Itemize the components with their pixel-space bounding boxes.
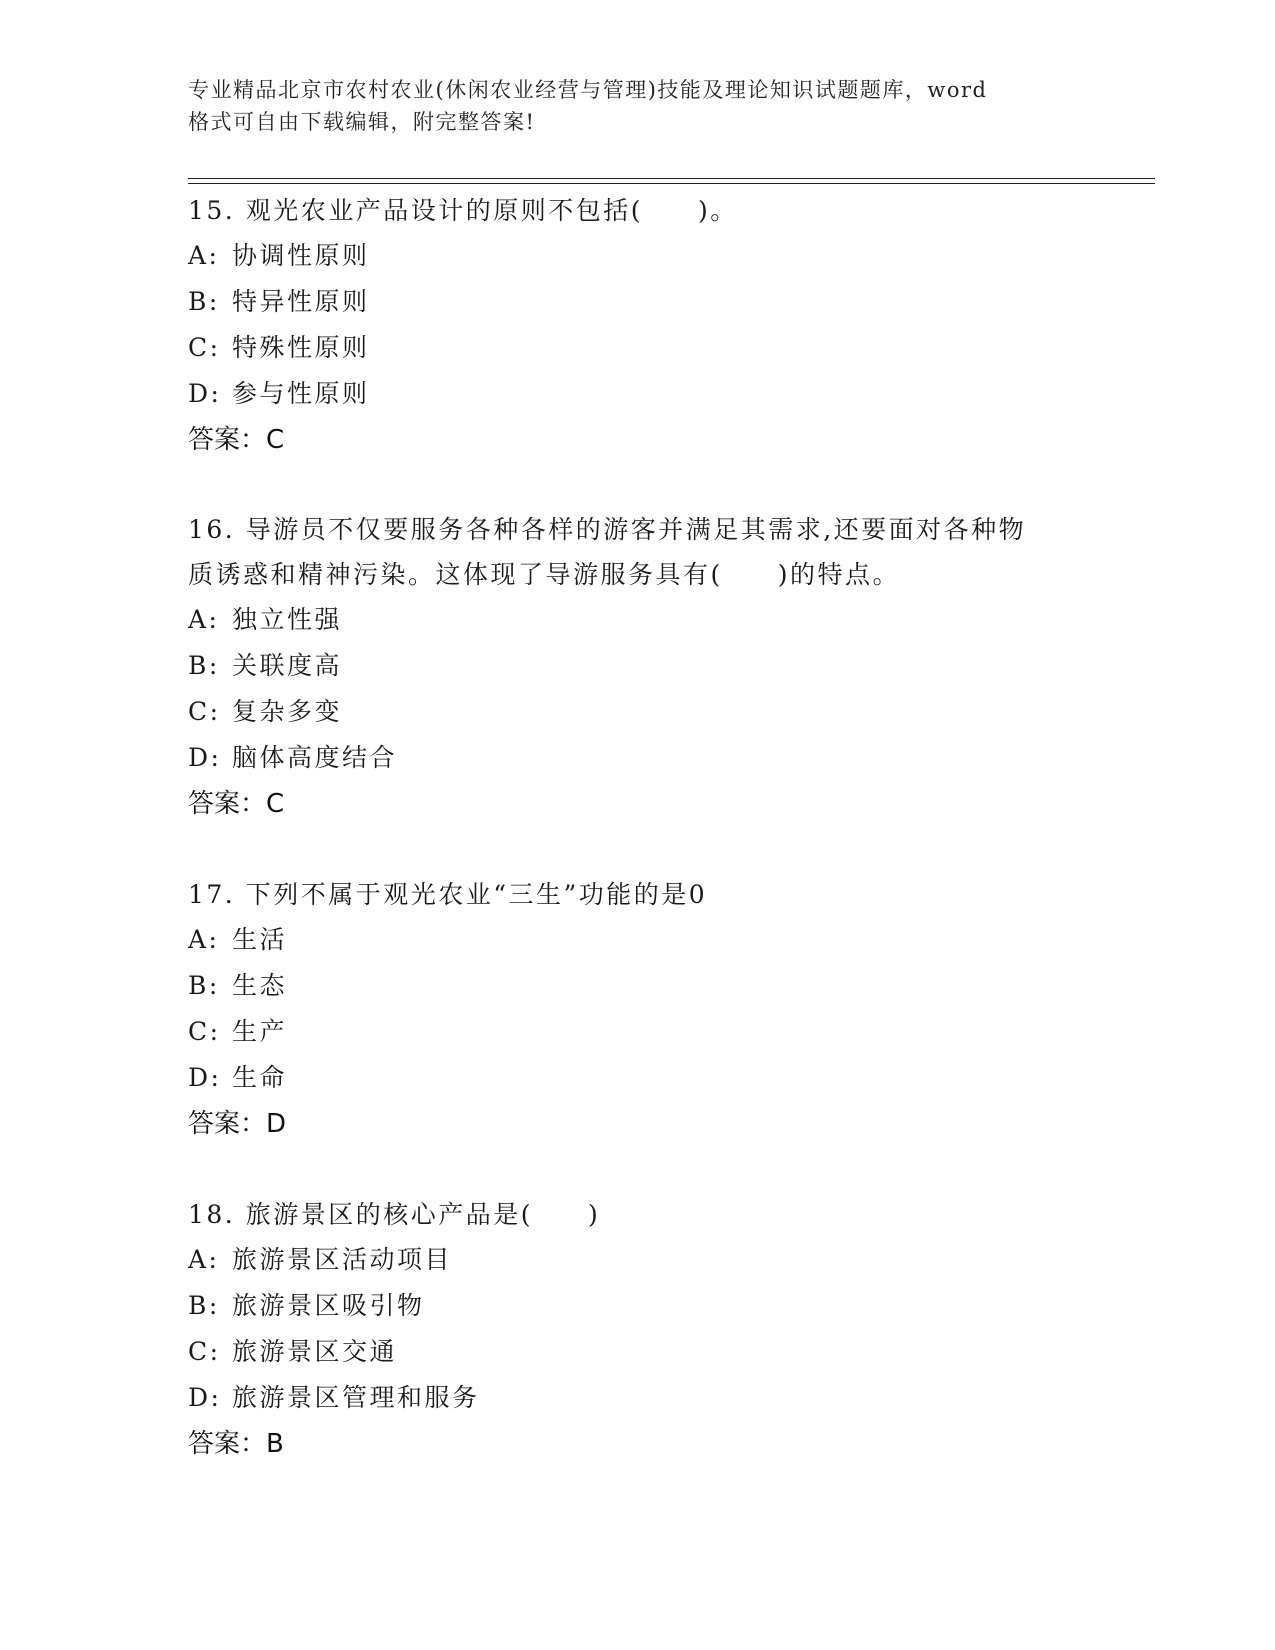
question-18 [188, 1192, 1088, 1467]
option-text: 独立性强 [232, 605, 343, 634]
option-b [188, 279, 1088, 325]
option-key: D: [188, 1063, 222, 1092]
option-text: 脑体高度结合 [232, 743, 398, 772]
document-header [188, 74, 1068, 138]
option-a [188, 597, 1088, 643]
option-c [188, 689, 1088, 735]
option-text: 生活 [232, 925, 288, 954]
option-key: A: [188, 925, 220, 954]
answer-line: 答案：C [188, 789, 285, 819]
question-17 [188, 872, 1088, 1147]
option-key: C: [188, 697, 221, 726]
option-text: 旅游景区管理和服务 [232, 1383, 480, 1412]
question-stem-line-1: 16. 导游员不仅要服务各种各样的游客并满足其需求,还要面对各种物 [188, 515, 1027, 544]
option-key: D: [188, 379, 222, 408]
option-a [188, 917, 1088, 963]
option-c [188, 325, 1088, 371]
option-d [188, 1055, 1088, 1101]
option-key: C: [188, 1017, 221, 1046]
option-key: B: [188, 287, 220, 316]
option-key: C: [188, 1337, 221, 1366]
question-15 [188, 188, 1088, 463]
option-key: A: [188, 605, 220, 634]
option-text: 旅游景区交通 [232, 1337, 398, 1366]
option-text: 复杂多变 [232, 697, 343, 726]
option-text: 旅游景区活动项目 [232, 1245, 453, 1274]
option-text: 协调性原则 [232, 241, 370, 270]
option-text: 特殊性原则 [232, 333, 370, 362]
option-a [188, 1237, 1088, 1283]
header-line-2: 格式可自由下载编辑，附完整答案! [188, 110, 536, 134]
header-divider-bottom [188, 183, 1155, 184]
option-key: B: [188, 971, 220, 1000]
question-stem-line-2: 质诱惑和精神污染。这体现了导游服务具有( )的特点。 [188, 560, 901, 589]
question-stem: 18. 旅游景区的核心产品是( ) [188, 1200, 601, 1229]
option-b [188, 1283, 1088, 1329]
question-stem: 15. 观光农业产品设计的原则不包括( )。 [188, 196, 738, 225]
option-d [188, 1375, 1088, 1421]
option-b [188, 963, 1088, 1009]
option-text: 生态 [232, 971, 288, 1000]
option-key: C: [188, 333, 221, 362]
option-d [188, 735, 1088, 781]
option-a [188, 233, 1088, 279]
option-key: A: [188, 241, 220, 270]
question-16 [188, 507, 1088, 827]
option-c [188, 1329, 1088, 1375]
question-stem: 17. 下列不属于观光农业“三生”功能的是0 [188, 880, 708, 909]
option-b [188, 643, 1088, 689]
option-text: 关联度高 [232, 651, 343, 680]
option-key: B: [188, 651, 220, 680]
answer-line: 答案：D [188, 1109, 287, 1139]
answer-line: 答案：B [188, 1429, 284, 1459]
option-text: 参与性原则 [232, 379, 370, 408]
option-text: 旅游景区吸引物 [232, 1291, 425, 1320]
header-divider-top [188, 178, 1155, 179]
option-key: D: [188, 743, 222, 772]
option-text: 特异性原则 [232, 287, 370, 316]
option-text: 生命 [232, 1063, 288, 1092]
answer-line: 答案：C [188, 425, 285, 455]
option-d [188, 371, 1088, 417]
option-key: B: [188, 1291, 220, 1320]
option-c [188, 1009, 1088, 1055]
option-key: A: [188, 1245, 220, 1274]
header-line-1: 专业精品北京市农村农业(休闲农业经营与管理)技能及理论知识试题题库，word [188, 78, 988, 102]
option-key: D: [188, 1383, 222, 1412]
option-text: 生产 [232, 1017, 288, 1046]
